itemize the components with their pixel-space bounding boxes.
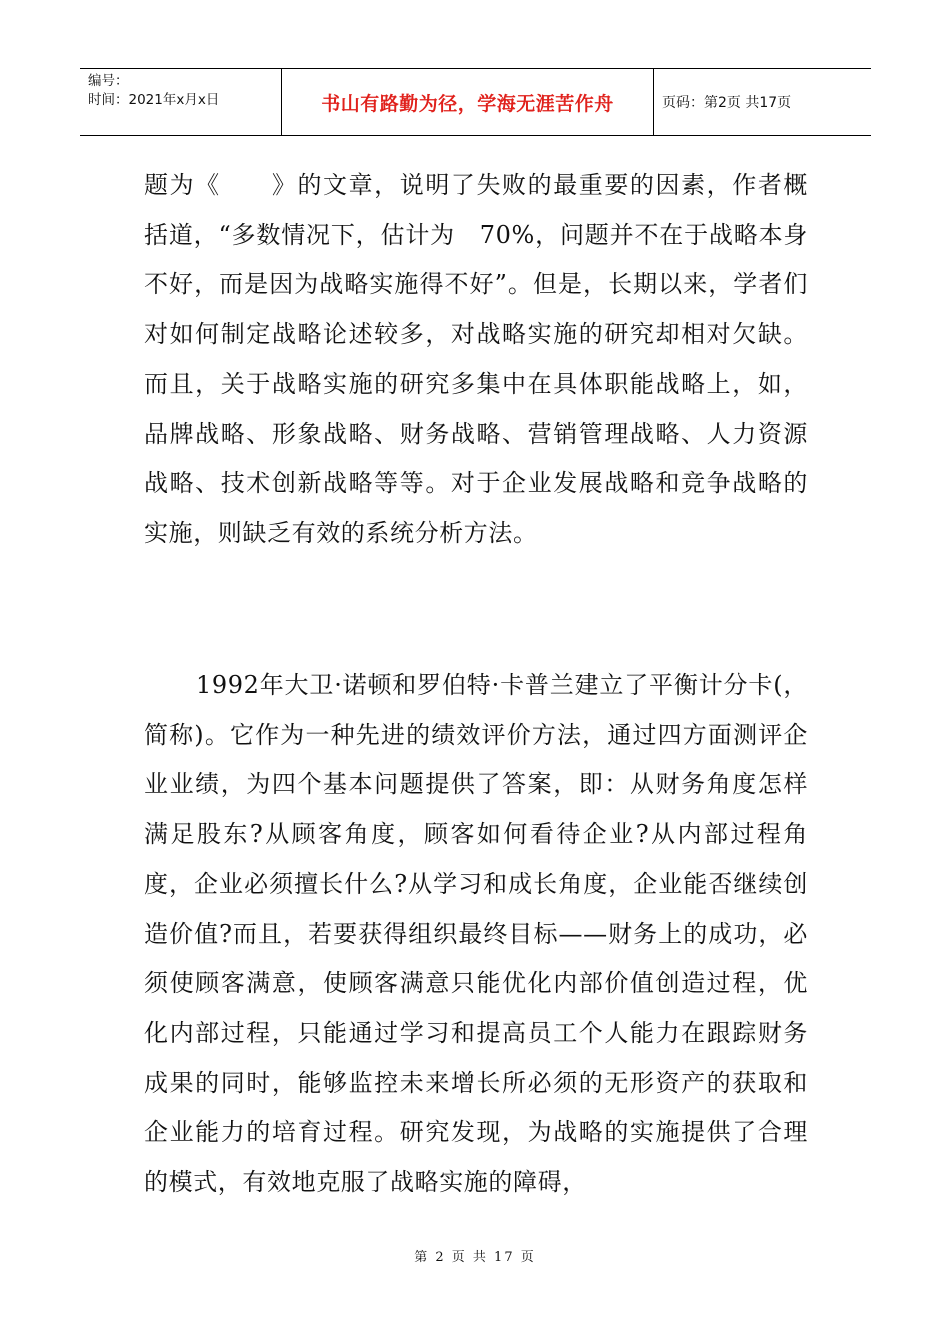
code-label: 编号： [88,73,129,89]
header-motto: 书山有路勤为径，学海无涯苦作舟 [282,69,654,135]
header-page-info: 页码：第2页 共17页 [662,95,792,111]
paragraph-1: 题为《 》的文章，说明了失败的最重要的因素，作者概括道，“多数情况下，估计为 70%，问题并不在于战略本身不好，而是因为战略实施得不好”。但是，长期以来，学者们对如何制定战略论述较多，对战略实施的研究却相对欠缺。而且，关于战略实施的研究多集中在具体职能战略上，如，品牌战略、形象战略、财务战略、营销管理战略、人力资源战略、技术创新战略等等。对于企业发展战略和竞争战略的实施，则缺乏有效的系统分析方法。 [144,171,808,547]
date-line: 时间：2021年x月x日 [88,92,220,108]
paragraph-2: 1992年大卫·诺顿和罗伯特·卡普兰建立了平衡计分卡(，简称)。它作为一种先进的绩效评价方法，通过四方面测评企业业绩，为四个基本问题提供了答案，即：从财务角度怎样满足股东?从顾客角度，顾客如何看待企业?从内部过程角度，企业必须擅长什么?从学习和成长角度，企业能否继续创造价值?而且，若要获得组织最终目标——财务上的成功，必须使顾客满意，使顾客满意只能优化内部价值创造过程，优化内部过程，只能通过学习和提高员工个人能力在跟踪财务成果的同时，能够监控未来增长所必须的无形资产的获取和企业能力的培育过程。研究发现，为战略的实施提供了合理的模式，有效地克服了战略实施的障碍， [144,671,808,1197]
header-meta [80,69,282,135]
page-footer: 第 2 页 共 17 页 [414,1250,536,1265]
page-header [80,68,871,136]
